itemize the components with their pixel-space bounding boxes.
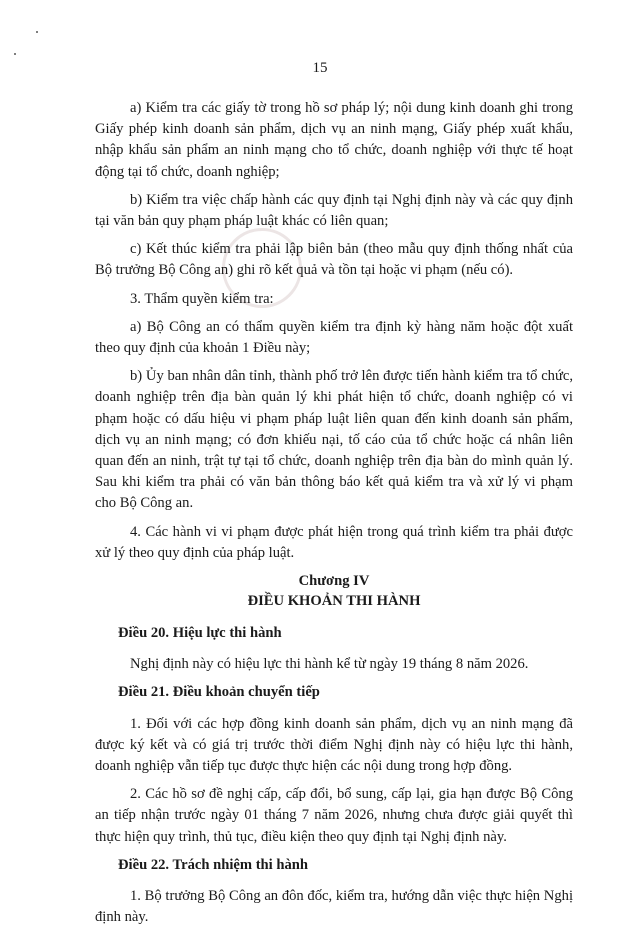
article-20-title: Điều 20. Hiệu lực thi hành [118,625,282,642]
article-21-title: Điều 21. Điều khoản chuyển tiếp [118,684,320,701]
page-number: 15 [312,60,328,76]
paragraph: b) Kiểm tra việc chấp hành các quy định tại Nghị định này và các quy định tại văn bản quy phạm pháp luật khác có liên quan; [95,191,573,230]
paragraph: a) Bộ Công an có thẩm quyền kiểm tra định kỳ hàng năm hoặc đột xuất theo quy định của khoản 1 Điều này; [95,318,573,357]
paragraph: a) Kiểm tra các giấy tờ trong hồ sơ pháp lý; nội dung kinh doanh ghi trong Giấy phép kinh doanh sản phẩm, dịch vụ an ninh mạng, Giấy phép xuất khẩu, nhập khẩu sản phẩm an ninh mạng cho tổ chức, doanh nghiệp với thực tế hoạt động tại tổ chức, doanh nghiệp; [95,100,573,180]
paragraph: 1. Đối với các hợp đồng kinh doanh sản phẩm, dịch vụ an ninh mạng đã được ký kết và có giá trị trước thời điểm Nghị định này có hiệu lực thi hành, doanh nghiệp vẫn tiếp tục được thực hiện các nội dung trong hợp đồng. [95,715,573,775]
paragraph: 1. Bộ trưởng Bộ Công an đôn đốc, kiểm tra, hướng dẫn việc thực hiện Nghị định này. [95,888,573,926]
paragraph: Nghị định này có hiệu lực thi hành kể từ ngày 19 tháng 8 năm 2026. [130,656,529,673]
scan-speck [36,31,38,33]
document-body [95,98,573,936]
paragraph: 2. Các hồ sơ đề nghị cấp, cấp đổi, bổ sung, cấp lại, gia hạn được Bộ Công an tiếp nhận trước ngày 01 tháng 7 năm 2026, nhưng chưa được giải quyết thì thực hiện quy trình, thủ tục, điều kiện theo quy định tại Nghị định này. [95,786,573,845]
paragraph: c) Kết thúc kiểm tra phải lập biên bản (theo mẫu quy định thống nhất của Bộ trưởng Bộ Công an) ghi rõ kết quả và tồn tại hoặc vi phạm (nếu có). [95,241,573,279]
scan-speck [14,53,16,55]
paragraph: 3. Thẩm quyền kiểm tra: [130,290,274,307]
chapter-heading [95,571,573,611]
chapter-number: Chương IV [298,573,370,590]
paragraph: b) Ủy ban nhân dân tỉnh, thành phố trở lên được tiến hành kiểm tra tổ chức, doanh nghiệp trên địa bàn quản lý khi phát hiện tổ chức, doanh nghiệp có vi phạm hoặc có dấu hiệu vi phạm pháp luật liên quan đến kinh doanh sản phẩm, dịch vụ an ninh mạng; có đơn khiếu nại, tố cáo của tổ chức hoặc cá nhân liên quan đến an ninh, trật tự tại tổ chức, doanh nghiệp trên địa bàn do mình quản lý. Sau khi kiểm tra phải có văn bản thông báo kết quả kiểm tra và xử lý vi phạm cho Bộ Công an. [95,368,573,512]
paragraph: 4. Các hành vi vi phạm được phát hiện trong quá trình kiểm tra phải được xử lý theo quy định của pháp luật. [95,523,573,561]
chapter-title: ĐIỀU KHOẢN THI HÀNH [247,593,421,610]
article-22-title: Điều 22. Trách nhiệm thi hành [118,856,309,873]
